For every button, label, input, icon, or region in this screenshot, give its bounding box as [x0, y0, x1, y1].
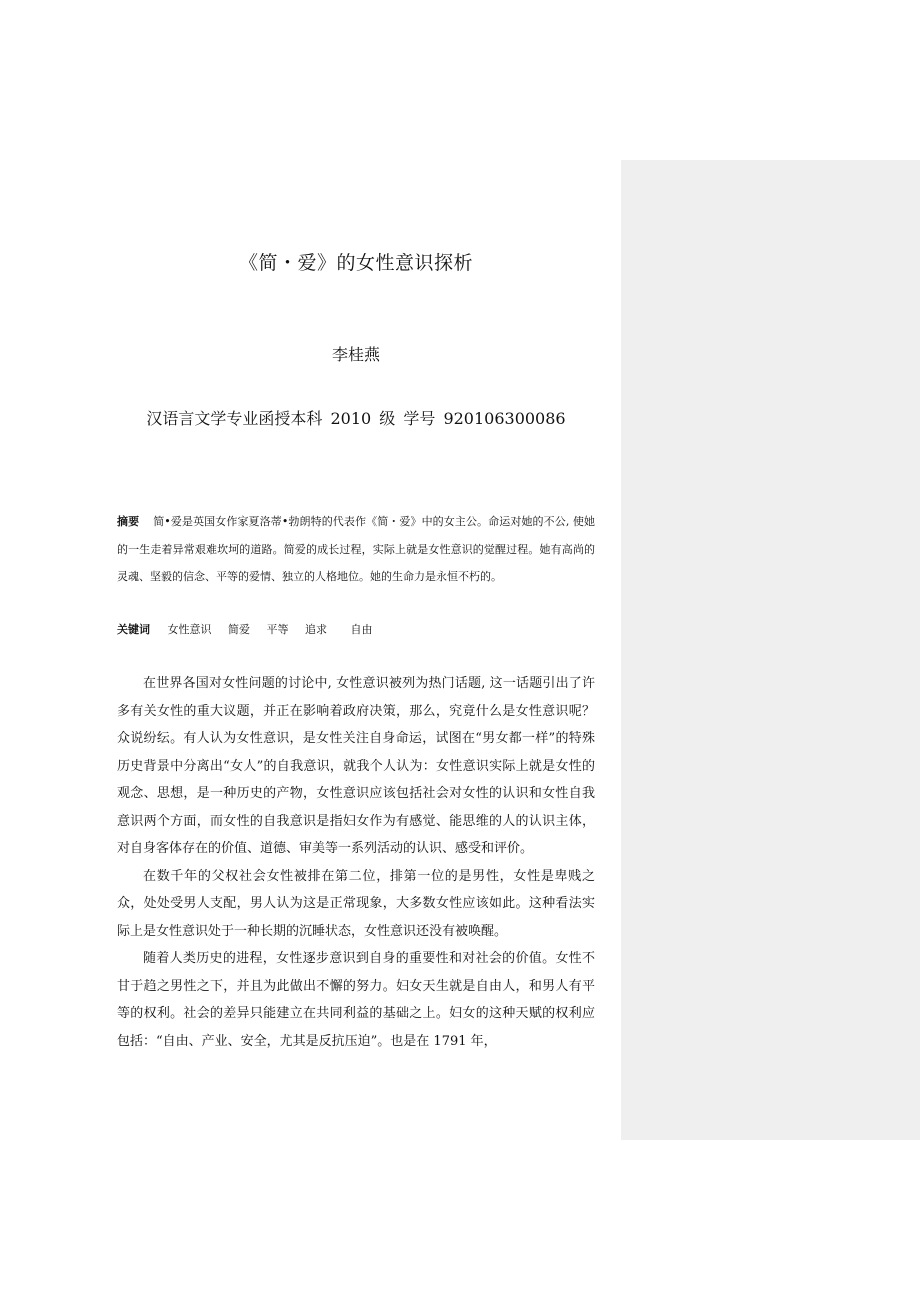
paragraph: 随着人类历史的进程，女性逐步意识到自身的重要性和对社会的价值。女性不甘于趋之男性之下，并且为此做出不懈的努力。妇女天生就是自由人，和男人有平等的权利。社会的差异只能建立在共同利益的基础之上。妇女的这种天赋的权利应包括：“自由、产业、安全，尤其是反抗压迫”。也是在 1791 年，: [117, 951, 595, 1049]
keyword: 自由: [350, 623, 373, 636]
keyword: 女性意识: [167, 623, 212, 636]
keywords-label: 关键词: [117, 623, 150, 636]
abstract: [117, 508, 595, 591]
keyword: 简爱: [228, 623, 250, 636]
author-affiliation: 汉语言文学专业函授本科 2010 级 学号 920106300086: [146, 409, 566, 428]
document-title: 《简・爱》的女性意识探析: [238, 252, 473, 274]
abstract-label: 摘要: [117, 515, 140, 528]
comment-margin-panel: [621, 160, 920, 1140]
author-name: 李桂燕: [331, 345, 380, 364]
body-text: [117, 670, 595, 1055]
paragraph: 在世界各国对女性问题的讨论中, 女性意识被列为热门话题, 这一话题引出了许多有关女性的重大议题，并正在影响着政府决策，那么，究竟什么是女性意识呢？众说纷纭。有人认为女性意识，是女性关注自身命运，试图在“男女都一样”的特殊历史背景中分离出“女人”的自我意识，就我个人认为：女性意识实际上就是女性的观念、思想，是一种历史的产物，女性意识应该包括社会对女性的认识和女性自我意识两个方面，而女性的自我意识是指妇女作为有感觉、能思维的人的认识主体，对自身客体存在的价值、道德、审美等一系列活动的认识、感受和评价。: [117, 676, 595, 856]
abstract-text: 简•爱是英国女作家夏洛蒂•勃朗特的代表作《简・爱》中的女主公。命运对她的不公, 使她的一生走着异常艰难坎坷的道路。简爱的成长过程，实际上就是女性意识的觉醒过程。她有高尚的灵魂、坚毅的信念、平等的爱情、独立的人格地位。她的生命力是永恒不朽的。: [117, 515, 596, 583]
keyword: 追求: [305, 623, 327, 636]
paragraph: 在数千年的父权社会女性被排在第二位，排第一位的是男性，女性是卑贱之众，处处受男人支配，男人认为这是正常现象，大多数女性应该如此。这种看法实际上是女性意识处于一种长期的沉睡状态，女性意识还没有被唤醒。: [117, 868, 595, 939]
keywords: [117, 616, 595, 643]
keyword: 平等: [266, 623, 289, 636]
